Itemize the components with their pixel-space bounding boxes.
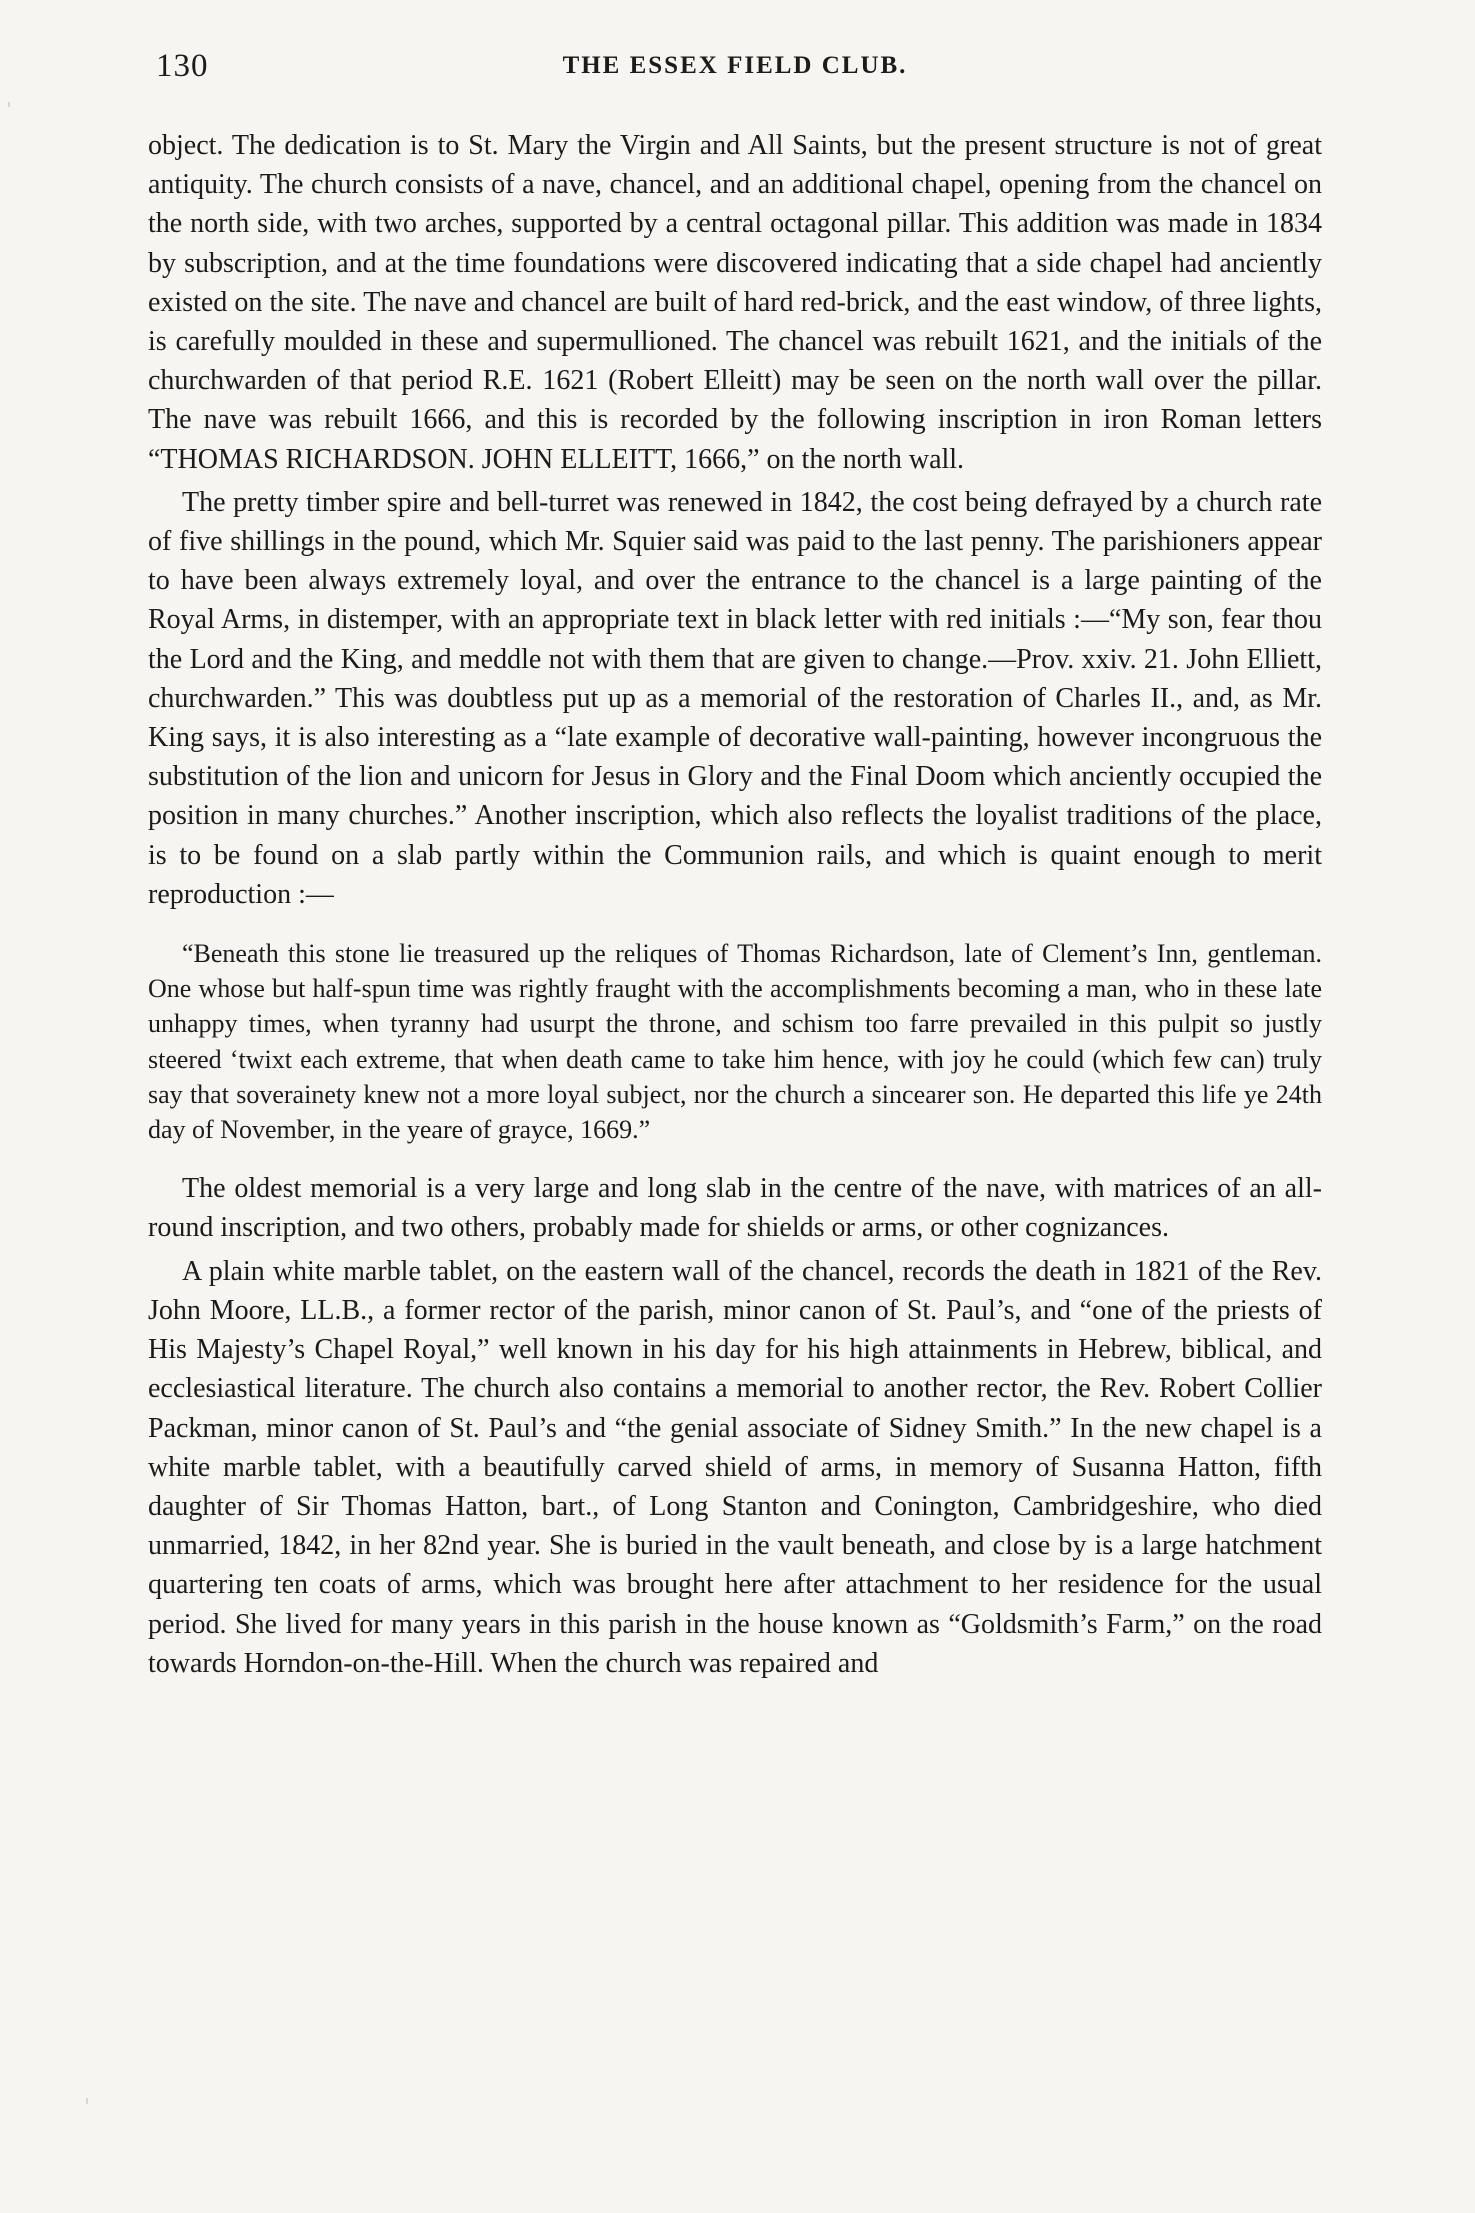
quotation-text: “Beneath this stone lie treasured up the reliques of Thomas Richardson, late of Clement’s Inn, gentleman. One whose but half-spun time was rightly fraught with the accomplishments becoming a man, who in these late unhappy times, when tyranny had usurpt the throne, and schism too farre prevailed in this pulpit so justly steered ‘twixt each extreme, that when death came to take him hence, with joy he could (which few can) truly say that soverainety knew not a more loyal subject, nor the church a sincearer son. He departed this life ye 24th day of November, in the yeare of grayce, 1669.” <box>148 939 1322 1145</box>
page-number: 130 <box>156 48 209 84</box>
paragraph: object. The dedication is to St. Mary the Virgin and All Saints, but the present structure is not of great antiquity. The church consists of a nave, chancel, and an additional chapel, opening from the chancel on the north side, with two arches, supported by a central octagonal pillar. This addition was made in 1834 by subscription, and at the time foundations were discovered indicating that a side chapel had anciently existed on the site. The nave and chancel are built of hard red-brick, and the east window, of three lights, is carefully moulded in these and supermullioned. The chancel was rebuilt 1621, and the initials of the churchwarden of that period R.E. 1621 (Robert Elleitt) may be seen on the north wall over the pillar. The nave was rebuilt 1666, and this is recorded by the following inscription in iron Roman letters “THOMAS RICHARDSON. JOHN ELLEITT, 1666,” on the north wall. <box>148 130 1322 475</box>
paragraph: The pretty timber spire and bell-turret was renewed in 1842, the cost being defrayed by a church rate of five shillings in the pound, which Mr. Squier said was paid to the last penny. The parishioners appear to have been always extremely loyal, and over the entrance to the chancel is a large painting of the Royal Arms, in distemper, with an appropriate text in black letter with red initials :—“My son, fear thou the Lord and the King, and meddle not with them that are given to change.—Prov. xxiv. 21. John Elliett, churchwarden.” This was doubtless put up as a memorial of the restoration of Charles II., and, as Mr. King says, it is also interesting as a “late example of decorative wall-painting, however incongruous the substitution of the lion and unicorn for Jesus in Glory and the Final Doom which anciently occupied the position in many churches.” Another inscription, which also reflects the loyalist traditions of the place, is to be found on a slab partly within the Communion rails, and which is quaint enough to merit reproduction :— <box>148 486 1322 910</box>
paragraph: A plain white marble tablet, on the eastern wall of the chancel, records the death in 1821 of the Rev. John Moore, LL.B., a former rector of the parish, minor canon of St. Paul’s, and “one of the priests of His Majesty’s Chapel Royal,” well known in his day for his high attainments in Hebrew, biblical, and ecclesiastical literature. The church also contains a memorial to another rector, the Rev. Robert Collier Packman, minor canon of St. Paul’s and “the genial associate of Sidney Smith.” In the new chapel is a white marble tablet, with a beautifully carved shield of arms, in memory of Susanna Hatton, fifth daughter of Sir Thomas Hatton, bart., of Long Stanton and Conington, Cambridgeshire, who died unmarried, 1842, in her 82nd year. She is buried in the vault beneath, and close by is a large hatchment quartering ten coats of arms, which was brought here after attachment to her residence for the usual period. She lived for many years in this parish in the house known as “Goldsmith’s Farm,” on the road towards Horndon-on-the-Hill. When the church was repaired and <box>148 1255 1322 1679</box>
margin-mark <box>8 102 10 107</box>
margin-mark <box>86 2098 88 2104</box>
running-head <box>148 48 1322 92</box>
body-text <box>148 126 1322 1683</box>
block-quotation <box>148 936 1322 1147</box>
book-page <box>148 48 1322 1683</box>
running-title: THE ESSEX FIELD CLUB. <box>562 52 908 79</box>
paragraph: The oldest memorial is a very large and long slab in the centre of the nave, with matrices of an all-round inscription, and two others, probably made for shields or arms, or other cognizances. <box>148 1173 1322 1244</box>
